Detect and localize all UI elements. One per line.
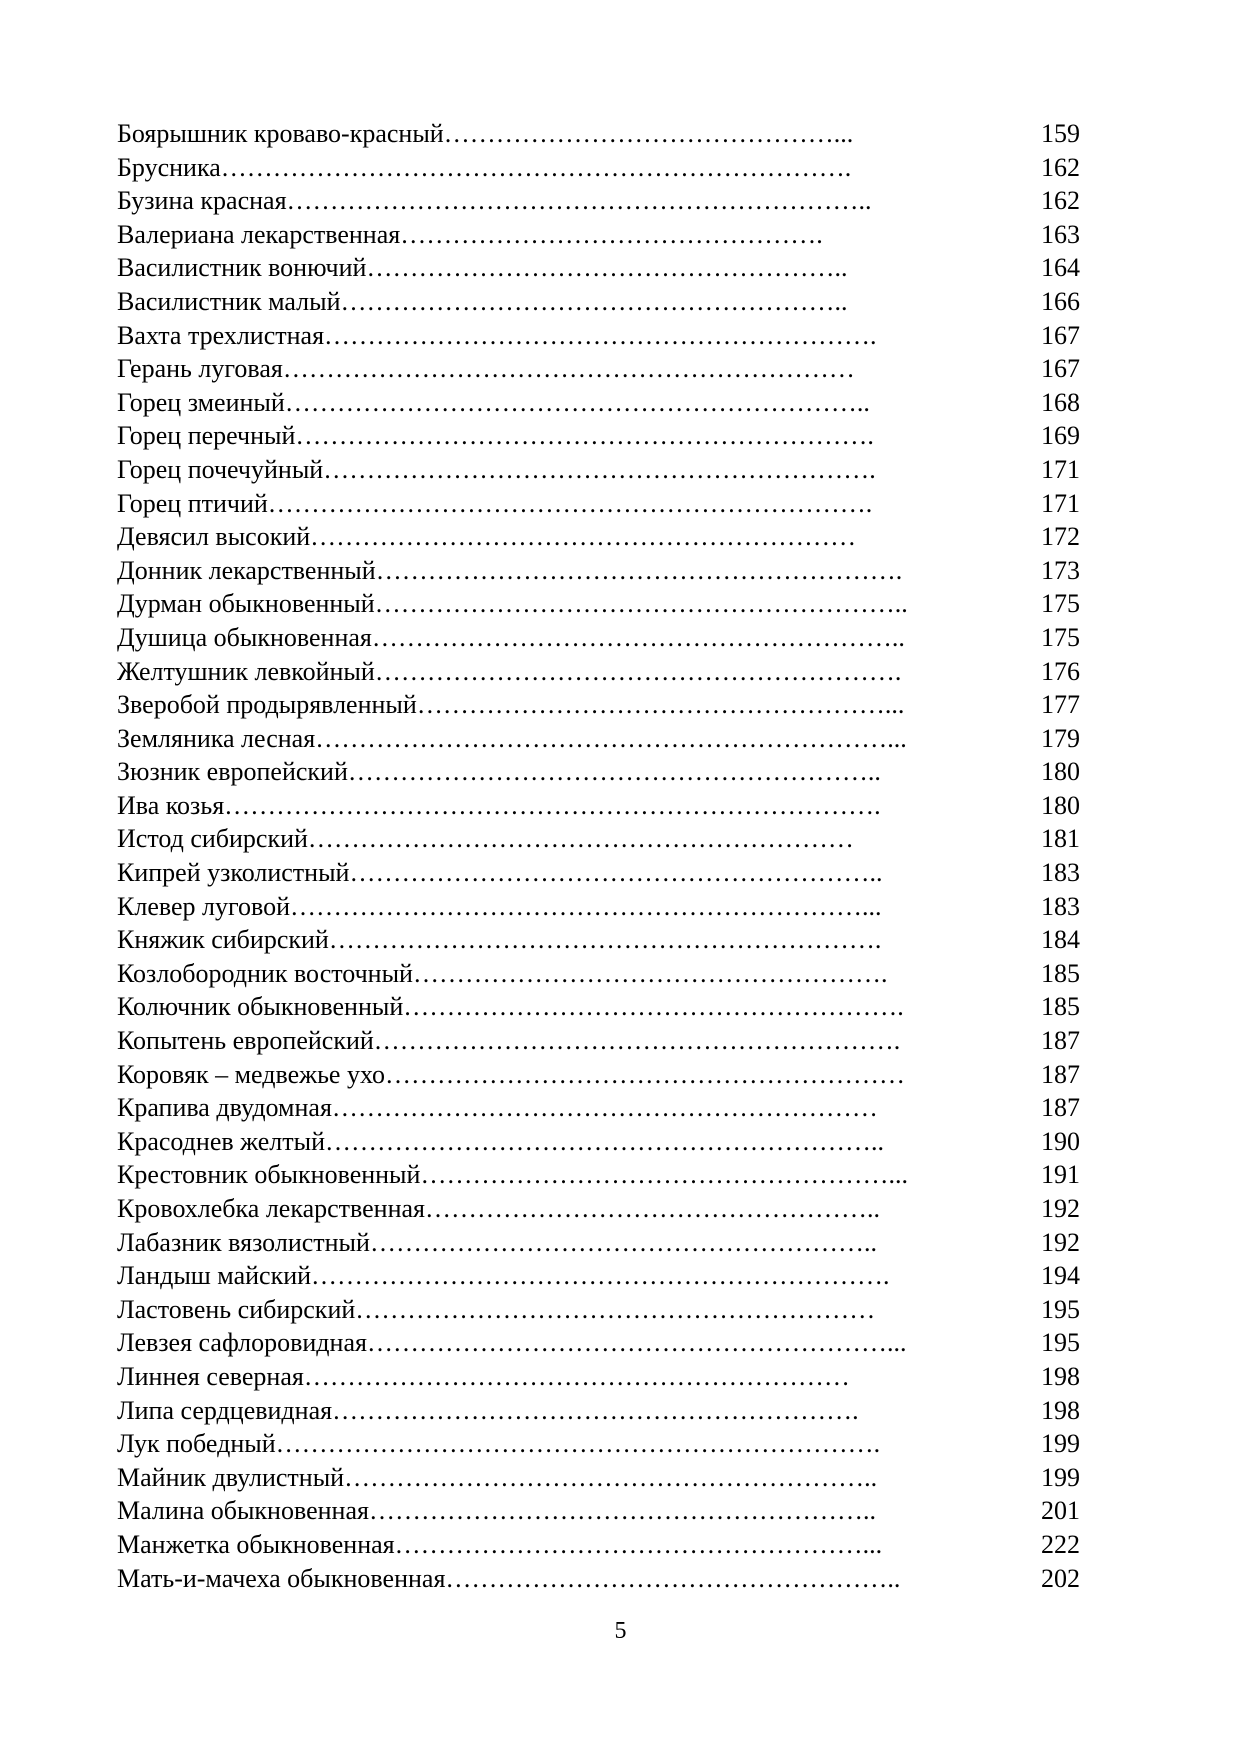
toc-entry-leader: …………………………………………………………. — [295, 421, 874, 451]
toc-entry-title: Крестовник обыкновенный — [117, 1160, 421, 1190]
toc-entry — [117, 688, 1080, 722]
toc-entry — [117, 251, 1080, 285]
toc-entry — [117, 1394, 1080, 1428]
toc-entry-text — [117, 822, 1009, 856]
toc-entry — [117, 890, 1080, 924]
toc-entry-text — [117, 218, 1009, 252]
toc-entry-text — [117, 554, 1009, 588]
toc-entry — [117, 1259, 1080, 1293]
toc-entry-text — [117, 587, 1009, 621]
toc-entry-page: 176 — [1041, 656, 1080, 686]
toc-entry-text — [117, 520, 1009, 554]
toc-entry — [117, 1125, 1080, 1159]
toc-entry-leader: …………………………………………………….. — [371, 622, 905, 652]
toc-entry — [117, 990, 1080, 1024]
toc-entry-title: Горец птичий — [117, 488, 268, 518]
toc-entry-title: Ландыш майский — [117, 1261, 312, 1291]
toc-entry — [117, 117, 1080, 151]
toc-entry-text — [117, 1461, 1009, 1495]
toc-entry-page: 187 — [1041, 1093, 1080, 1123]
toc-entry-title: Кровохлебка лекарственная — [117, 1194, 426, 1223]
toc-entry-page: 167 — [1041, 354, 1080, 384]
toc-entry-page: 184 — [1041, 925, 1080, 955]
toc-entry-text — [117, 1293, 1009, 1327]
toc-entry — [117, 285, 1080, 319]
toc-entry-text — [117, 789, 1009, 823]
toc-entry-leader: …………………………………………………………... — [290, 891, 882, 921]
toc-entry-title: Горец змеиный — [117, 387, 285, 417]
toc-entry-title: Брусника — [117, 152, 221, 182]
toc-entry-page: 179 — [1041, 723, 1080, 753]
toc-entry-leader: …………………………………………………….. — [347, 757, 881, 787]
toc-entry — [117, 957, 1080, 991]
toc-entry-leader: ………………………………………... — [443, 119, 854, 148]
page-number: 5 — [614, 1618, 627, 1644]
toc-entry-text — [117, 990, 1009, 1024]
toc-entry-leader: ………………………………………………….. — [368, 1496, 876, 1526]
toc-entry-page: 191 — [1041, 1160, 1080, 1190]
toc-entry-leader: ……………………………………………………………. — [267, 488, 873, 518]
toc-entry-leader: ……………………………………………………… — [303, 1361, 850, 1391]
toc-entry — [117, 1293, 1080, 1327]
toc-entry-leader: ……………………………………………………….. — [325, 1126, 885, 1156]
toc-entry-title: Клевер луговой — [117, 891, 291, 921]
toc-entry-title: Горец почечуйный — [117, 454, 324, 484]
toc-entry-text — [117, 655, 1009, 689]
toc-entry-text — [117, 890, 1009, 924]
toc-entry-leader: ………………………………………………. — [412, 958, 888, 988]
toc-entry-page: 180 — [1041, 790, 1080, 820]
toc-entry-title: Копытень европейский — [117, 1026, 374, 1056]
toc-entry-page: 185 — [1041, 958, 1080, 988]
toc-entry-page: 222 — [1041, 1529, 1080, 1559]
toc-entry-title: Линнея северная — [117, 1361, 304, 1391]
toc-entry-page: 199 — [1041, 1462, 1080, 1492]
toc-entry-text — [117, 1494, 1009, 1528]
toc-entry-title: Василистник вонючий — [117, 253, 367, 283]
toc-entry-text — [117, 1394, 1009, 1428]
toc-entry — [117, 1326, 1080, 1360]
toc-entry-leader: …………………………………………………….. — [349, 858, 883, 888]
toc-entry-title: Левзея сафлоровидная — [117, 1328, 367, 1358]
toc-entry-title: Малина обыкновенная — [117, 1496, 369, 1526]
toc-entry-title: Горец перечный — [117, 421, 296, 451]
toc-entry-title: Девясил высокий — [117, 522, 311, 552]
toc-entry-page: 183 — [1041, 891, 1080, 921]
toc-entry-text — [117, 1326, 1009, 1360]
toc-entry-title: Княжик сибирский — [117, 925, 329, 955]
toc-entry-page: 175 — [1041, 589, 1080, 619]
toc-entry-leader: ………………………………………………….. — [369, 1227, 877, 1257]
toc-entry-page: 199 — [1041, 1429, 1080, 1459]
toc-entry-title: Зверобой продырявленный — [117, 690, 417, 720]
toc-entry — [117, 755, 1080, 789]
toc-entry-leader: ………………………………………………... — [394, 1529, 883, 1559]
toc-entry-title: Герань луговая — [117, 354, 283, 384]
toc-entry-title: Мать-и-мачеха обыкновенная — [117, 1563, 446, 1593]
toc-entry — [117, 319, 1080, 353]
toc-entry-leader: …………………………………………………… — [355, 1294, 876, 1324]
toc-entry — [117, 1461, 1080, 1495]
toc-entry-title: Крапива двудомная — [117, 1093, 332, 1123]
toc-entry-text — [117, 923, 1009, 957]
toc-entry-leader: …………………………………………………… — [385, 1059, 905, 1089]
toc-entry-page: 198 — [1041, 1395, 1080, 1425]
toc-entry-page: 175 — [1041, 622, 1080, 652]
toc-entry-title: Дурман обыкновенный — [117, 589, 375, 619]
toc-entry-title: Манжетка обыкновенная — [117, 1529, 395, 1559]
toc-entry-title: Валериана лекарственная — [117, 219, 401, 249]
toc-entry-title: Колючник обыкновенный — [117, 992, 404, 1022]
toc-entry-leader: ………………………………………………………….. — [286, 186, 872, 216]
toc-entry-page: 181 — [1041, 824, 1080, 854]
toc-entry — [117, 822, 1080, 856]
toc-entry — [117, 1528, 1080, 1562]
toc-entry — [117, 487, 1080, 521]
toc-entry — [117, 520, 1080, 554]
toc-entry-leader: ……………………………………………………………. — [275, 1429, 881, 1459]
toc-entry-page: 171 — [1041, 454, 1080, 484]
toc-entry-page: 167 — [1041, 320, 1080, 350]
toc-entry-text — [117, 487, 1009, 521]
toc-entry-leader: …………………………………………………….. — [374, 589, 908, 619]
toc-entry-page: 162 — [1041, 186, 1080, 216]
toc-entry-leader: ……………………………………………………. — [373, 1026, 901, 1056]
toc-entry-page: 163 — [1041, 219, 1080, 249]
toc-entry — [117, 1091, 1080, 1125]
toc-entry-leader: ………………………………………………….. — [340, 286, 848, 316]
toc-entry-title: Майник двулистный — [117, 1462, 345, 1492]
toc-entry-text — [117, 453, 1009, 487]
toc-entry-leader: ……………………………………………………… — [331, 1093, 878, 1123]
toc-entry-leader: …………………………………………………………... — [315, 723, 907, 753]
toc-entry-leader: ………………………………………………………………. — [220, 152, 852, 182]
toc-entry — [117, 1494, 1080, 1528]
table-of-contents — [117, 117, 1080, 1595]
toc-entry-page: 159 — [1041, 119, 1080, 148]
toc-entry-text — [117, 755, 1009, 789]
toc-entry-page: 169 — [1041, 421, 1080, 451]
toc-entry-text — [117, 285, 1009, 319]
toc-entry — [117, 352, 1080, 386]
toc-entry-text — [117, 688, 1009, 722]
toc-entry — [117, 722, 1080, 756]
toc-entry-leader: ………………………………………………………… — [282, 354, 855, 384]
toc-entry-page: 183 — [1041, 858, 1080, 888]
toc-entry-leader: …………………………………………….. — [445, 1563, 901, 1593]
toc-entry-text — [117, 352, 1009, 386]
toc-entry — [117, 856, 1080, 890]
toc-entry — [117, 587, 1080, 621]
toc-entry-page: 195 — [1041, 1328, 1080, 1358]
toc-entry-page: 195 — [1041, 1294, 1080, 1324]
toc-entry-title: Красоднев желтый — [117, 1126, 326, 1156]
toc-entry-text — [117, 1226, 1009, 1260]
toc-entry-page: 194 — [1041, 1261, 1080, 1291]
toc-entry — [117, 453, 1080, 487]
toc-entry — [117, 218, 1080, 252]
toc-entry-page: 187 — [1041, 1026, 1080, 1056]
toc-entry-title: Донник лекарственный — [117, 555, 376, 585]
toc-entry-text — [117, 722, 1009, 756]
toc-entry-title: Василистник малый — [117, 286, 341, 316]
toc-entry-leader: ……………………………………………………… — [310, 522, 857, 552]
toc-entry-text — [117, 1259, 1009, 1293]
toc-entry-leader: …………………………………………………………………. — [224, 790, 881, 820]
toc-entry-text — [117, 151, 1009, 185]
toc-entry — [117, 1562, 1080, 1596]
toc-entry — [117, 1058, 1080, 1092]
toc-entry-leader: ………………………………………………………. — [328, 925, 882, 955]
toc-entry-page: 173 — [1041, 555, 1080, 585]
toc-entry-page: 202 — [1041, 1563, 1080, 1593]
toc-entry-leader: ……………………………………………………. — [375, 555, 903, 585]
toc-entry-text — [117, 1562, 1009, 1596]
toc-entry-page: 162 — [1041, 152, 1080, 182]
toc-entry-title: Бузина красная — [117, 186, 287, 216]
toc-entry-title: Желтушник левкойный — [117, 656, 375, 686]
toc-entry-text — [117, 1091, 1009, 1125]
toc-entry-text — [117, 957, 1009, 991]
toc-entry-page: 171 — [1041, 488, 1080, 518]
toc-entry-page: 187 — [1041, 1059, 1080, 1089]
toc-entry-page: 198 — [1041, 1361, 1080, 1391]
toc-entry — [117, 1360, 1080, 1394]
toc-entry — [117, 1158, 1080, 1192]
toc-entry-text — [117, 319, 1009, 353]
toc-entry-page: 180 — [1041, 757, 1080, 787]
toc-entry — [117, 151, 1080, 185]
toc-entry-leader: …………………………………………………. — [403, 992, 904, 1022]
toc-entry-leader: ………………………………………………………….. — [284, 387, 870, 417]
toc-entry-text — [117, 1427, 1009, 1461]
toc-entry-text — [117, 1024, 1009, 1058]
toc-entry-leader: ……………………………………………………… — [307, 824, 854, 854]
toc-entry-title: Истод сибирский — [117, 824, 308, 854]
toc-entry — [117, 1427, 1080, 1461]
toc-entry-title: Лук победный — [117, 1429, 276, 1459]
toc-entry-text — [117, 184, 1009, 218]
toc-entry-page: 172 — [1041, 522, 1080, 552]
toc-entry — [117, 419, 1080, 453]
toc-entry-leader: ……………………………………………….. — [366, 253, 848, 283]
toc-entry-leader: ………………………………………………………. — [323, 454, 876, 484]
toc-entry-leader: ……………………………………………………... — [366, 1328, 907, 1358]
toc-entry-leader: ……………………………………………………. — [332, 1395, 859, 1425]
toc-entry-text — [117, 621, 1009, 655]
toc-entry-leader: …………………………………………………….. — [344, 1462, 878, 1492]
toc-entry-page: 168 — [1041, 387, 1080, 417]
toc-entry-leader: …………………………………………. — [400, 219, 823, 249]
toc-entry-page: 185 — [1041, 992, 1080, 1022]
toc-entry-title: Ива козья — [117, 790, 225, 820]
toc-entry-title: Лабазник вязолистный — [117, 1227, 370, 1257]
toc-entry-text — [117, 419, 1009, 453]
toc-entry-leader: ………………………………………………………. — [324, 320, 877, 350]
toc-entry-page: 192 — [1041, 1227, 1080, 1257]
toc-entry-text — [117, 1058, 1009, 1092]
toc-entry-title: Душица обыкновенная — [117, 622, 372, 652]
toc-entry — [117, 621, 1080, 655]
toc-entry — [117, 184, 1080, 218]
toc-entry-page: 177 — [1041, 690, 1080, 720]
toc-entry-text — [117, 856, 1009, 890]
toc-entry-title: Липа сердцевидная — [117, 1395, 333, 1425]
toc-entry-page: 192 — [1041, 1194, 1080, 1223]
toc-entry-title: Земляника лесная — [117, 723, 316, 753]
toc-entry — [117, 789, 1080, 823]
toc-entry-text — [117, 1192, 1009, 1226]
toc-entry-page: 164 — [1041, 253, 1080, 283]
toc-entry — [117, 554, 1080, 588]
toc-entry — [117, 1226, 1080, 1260]
toc-entry-leader: …………………………………………………………. — [311, 1261, 890, 1291]
toc-entry-text — [117, 1158, 1009, 1192]
toc-entry-title: Коровяк – медвежье ухо — [117, 1059, 385, 1089]
toc-entry-text — [117, 1125, 1009, 1159]
toc-entry-page: 190 — [1041, 1126, 1080, 1156]
toc-entry-leader: ………………………………………………... — [420, 1160, 908, 1190]
toc-entry — [117, 1024, 1080, 1058]
toc-entry-leader: …………………………………………….. — [425, 1194, 881, 1223]
toc-entry-text — [117, 251, 1009, 285]
toc-entry-title: Ластовень сибирский — [117, 1294, 356, 1324]
toc-entry-title: Зюзник европейский — [117, 757, 348, 787]
toc-entry-page: 166 — [1041, 286, 1080, 316]
toc-entry-title: Козлобородник восточный — [117, 958, 413, 988]
toc-entry — [117, 386, 1080, 420]
toc-entry-title: Кипрей узколистный — [117, 858, 350, 888]
toc-entry-title: Боярышник кроваво-красный — [117, 119, 444, 148]
toc-entry — [117, 655, 1080, 689]
toc-entry-title: Вахта трехлистная — [117, 320, 325, 350]
toc-entry-page: 201 — [1041, 1496, 1080, 1526]
toc-entry-text — [117, 1528, 1009, 1562]
toc-entry-text — [117, 1360, 1009, 1394]
toc-entry-text — [117, 117, 1009, 151]
toc-entry — [117, 1192, 1080, 1226]
toc-entry-leader: ………………………………………………... — [416, 690, 905, 720]
toc-entry — [117, 923, 1080, 957]
toc-entry-text — [117, 386, 1009, 420]
toc-entry-leader: ……………………………………………………. — [374, 656, 902, 686]
